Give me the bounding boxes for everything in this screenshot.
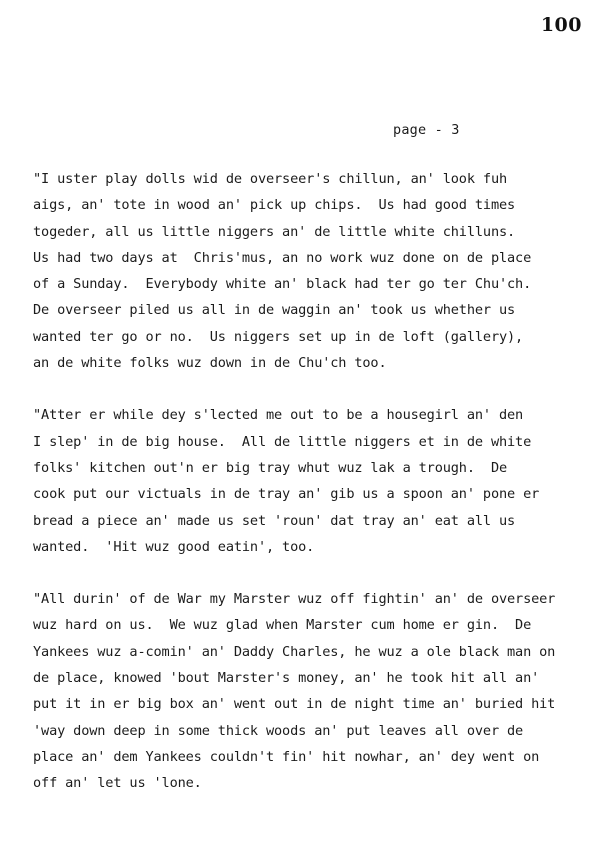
text-line: "I uster play dolls wid de overseer's chillun, an' look fuh [33, 171, 508, 187]
text-line: "Atter er while dey s'lected me out to be a housegirl an' den [33, 407, 524, 424]
page-number-stamp: 100 [540, 14, 582, 36]
text-line: Yankees wuz a-comin' an' Daddy Charles, he wuz a ole black man on [33, 643, 556, 660]
text-line: 'way down deep in some thick woods an' put leaves all over de [33, 722, 524, 739]
text-line: cook put our victuals in de tray an' gib us a spoon an' pone er [33, 486, 540, 503]
text-line: wanted ter go or no. Us niggers set up in de loft (gallery), [33, 328, 524, 345]
text-line: an de white folks wuz down in de Chu'ch too. [33, 355, 387, 372]
text-line: place an' dem Yankees couldn't fin' hit nowhar, an' dey went on [33, 748, 540, 765]
text-line: Us had two days at Chris'mus, an no work wuz done on de place [33, 249, 532, 266]
text-line: togeder, all us little niggers an' de little white chilluns. [33, 223, 516, 240]
text-line: "All durin' of de War my Marster wuz off fightin' an' de overseer [33, 591, 556, 608]
paragraph-1 [33, 166, 595, 376]
text-line: wanted. 'Hit wuz good eatin', too. [33, 538, 315, 555]
paragraph-2 [33, 402, 595, 560]
paragraph-3 [33, 586, 595, 796]
text-line: de place, knowed 'bout Marster's money, an' he took hit all an' [33, 670, 540, 687]
text-line: De overseer piled us all in de waggin an' took us whether us [33, 302, 516, 319]
text-line: of a Sunday. Everybody white an' black had ter go ter Chu'ch. [33, 276, 532, 293]
text-line: bread a piece an' made us set 'roun' dat tray an' eat all us [33, 512, 516, 529]
text-line: off an' let us 'lone. [33, 775, 202, 792]
body-text [33, 166, 595, 797]
text-line: I slep' in de big house. All de little niggers et in de white [33, 433, 532, 450]
text-line: aigs, an' tote in wood an' pick up chips. Us had good times [33, 197, 516, 214]
text-line: wuz hard on us. We wuz glad when Marster cum home er gin. De [33, 617, 532, 634]
text-line: put it in er big box an' went out in de night time an' buried hit [33, 696, 556, 713]
text-line: folks' kitchen out'n er big tray whut wuz lak a trough. De [33, 459, 508, 476]
page-label: page - 3 [393, 122, 460, 138]
